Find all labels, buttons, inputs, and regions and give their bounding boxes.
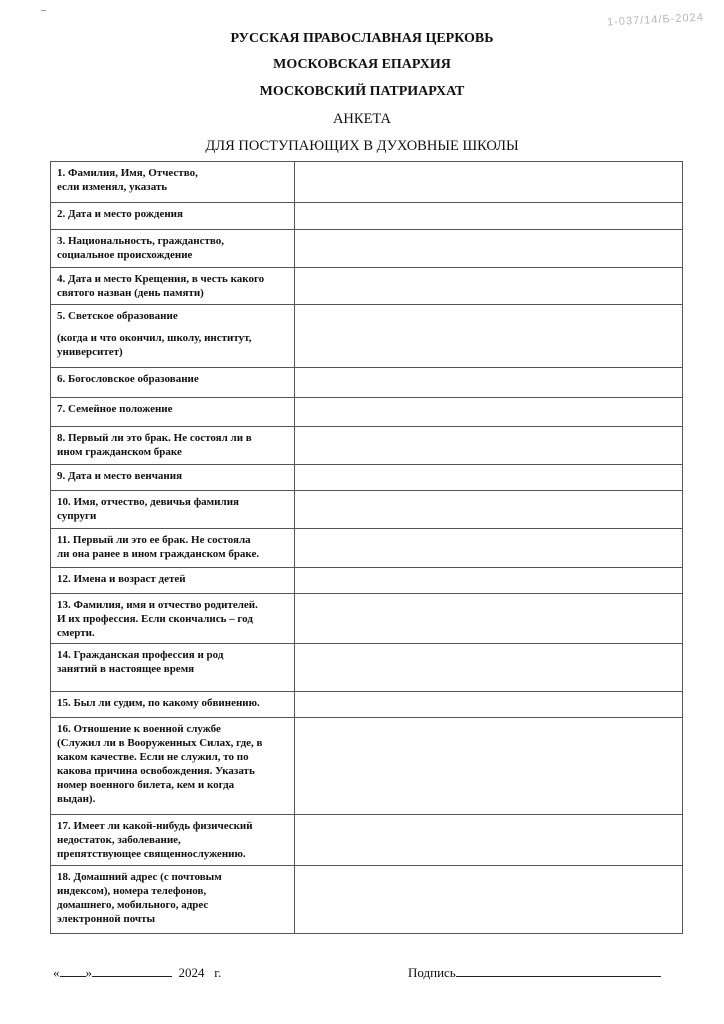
question-row [51, 568, 683, 594]
question-cell [51, 203, 295, 230]
questionnaire-table [50, 161, 683, 934]
question-row [51, 866, 683, 934]
question-row [51, 230, 683, 268]
question-row [51, 398, 683, 427]
answer-field[interactable] [295, 398, 683, 427]
question-row [51, 815, 683, 866]
year-text: 2024 [178, 965, 205, 980]
answer-field[interactable] [295, 203, 683, 230]
question-row [51, 427, 683, 465]
question-row [51, 465, 683, 491]
question-label: 15. Был ли судим, по какому обвинению. [57, 697, 260, 709]
question-row [51, 305, 683, 368]
eparchy-title: МОСКОВСКАЯ ЕПАРХИЯ [273, 57, 451, 72]
answer-field[interactable] [295, 427, 683, 465]
question-cell [51, 305, 295, 368]
question-label: 6. Богословское образование [57, 373, 199, 385]
question-cell [51, 692, 295, 718]
answer-field[interactable] [295, 644, 683, 692]
question-label: 11. Первый ли это ее брак. Не состояла ли она ранее в ином гражданском браке. [57, 534, 260, 560]
question-label: 18. Домашний адрес (с почтовым индексом), номера телефонов, домашнего, мобильного, адрес электронной почты [57, 871, 222, 925]
question-cell [51, 491, 295, 529]
question-cell [51, 644, 295, 692]
question-cell [51, 718, 295, 815]
answer-field[interactable] [295, 368, 683, 398]
question-cell [51, 594, 295, 644]
question-cell [51, 427, 295, 465]
answer-field[interactable] [295, 268, 683, 305]
question-cell [51, 162, 295, 203]
question-cell [51, 230, 295, 268]
answer-field[interactable] [295, 465, 683, 491]
date-line [53, 963, 221, 981]
patriarchate-title: МОСКОВСКИЙ ПАТРИАРХАТ [259, 84, 465, 99]
question-row [51, 692, 683, 718]
answer-field[interactable] [295, 692, 683, 718]
question-cell [51, 268, 295, 305]
question-label: 1. Фамилия, Имя, Отчество, если изменял, указать [57, 167, 198, 193]
open-quote: « [53, 965, 60, 980]
question-label: 14. Гражданская профессия и род занятий в настоящее время [57, 649, 224, 675]
question-row [51, 203, 683, 230]
question-sublabel: (когда и что окончил, школу, институт, университет) [57, 332, 252, 358]
scan-speck [41, 10, 46, 11]
question-label: 9. Дата и место венчания [57, 470, 183, 482]
question-row [51, 491, 683, 529]
church-title: РУССКАЯ ПРАВОСЛАВНАЯ ЦЕРКОВЬ [230, 31, 494, 46]
question-label: 12. Имена и возраст детей [57, 573, 186, 585]
answer-field[interactable] [295, 230, 683, 268]
question-row [51, 529, 683, 568]
close-quote: » [85, 965, 92, 980]
year-suffix: г. [214, 965, 222, 980]
answer-field[interactable] [295, 718, 683, 815]
answer-field[interactable] [295, 162, 683, 203]
question-label: 2. Дата и место рождения [57, 208, 183, 220]
question-label: 13. Фамилия, имя и отчество родителей. И их профессия. Если скончались – год смерти. [57, 599, 258, 639]
signature-field[interactable] [456, 963, 661, 977]
signature-label: Подпись [408, 965, 456, 980]
registration-stamp: 1-037/14/Б-2024 [606, 11, 705, 29]
question-cell [51, 815, 295, 866]
question-cell [51, 529, 295, 568]
answer-field[interactable] [295, 305, 683, 368]
signature-line [408, 963, 661, 981]
question-label: 10. Имя, отчество, девичья фамилия супруги [57, 496, 239, 522]
form-subtitle: ДЛЯ ПОСТУПАЮЩИХ В ДУХОВНЫЕ ШКОЛЫ [205, 138, 519, 154]
question-label: 8. Первый ли это брак. Не состоял ли в ином гражданском браке [57, 432, 252, 458]
question-row [51, 162, 683, 203]
question-row [51, 718, 683, 815]
question-cell [51, 465, 295, 491]
question-cell [51, 568, 295, 594]
question-label: 17. Имеет ли какой-нибудь физический недостаток, заболевание, препятствующее священнослужению. [57, 820, 253, 860]
question-label: 16. Отношение к военной службе (Служил ли в Вооруженных Силах, где, в каком качестве. Если не служил, то по какова причина освобождения. Указать номер военного билета, кем и когда выдан). [57, 723, 263, 805]
question-row [51, 594, 683, 644]
day-field[interactable] [60, 963, 86, 977]
question-label: 3. Национальность, гражданство, социальное происхождение [57, 235, 224, 261]
question-label: 5. Светское образование [57, 310, 178, 322]
answer-field[interactable] [295, 491, 683, 529]
question-label: 4. Дата и место Крещения, в честь какого святого назван (день памяти) [57, 273, 265, 299]
form-title: АНКЕТА [332, 111, 392, 127]
question-row [51, 368, 683, 398]
question-label: 7. Семейное положение [57, 403, 173, 415]
answer-field[interactable] [295, 529, 683, 568]
answer-field[interactable] [295, 815, 683, 866]
question-row [51, 644, 683, 692]
question-cell [51, 398, 295, 427]
question-cell [51, 866, 295, 934]
answer-field[interactable] [295, 568, 683, 594]
question-row [51, 268, 683, 305]
month-field[interactable] [92, 963, 172, 977]
question-cell [51, 368, 295, 398]
answer-field[interactable] [295, 866, 683, 934]
answer-field[interactable] [295, 594, 683, 644]
